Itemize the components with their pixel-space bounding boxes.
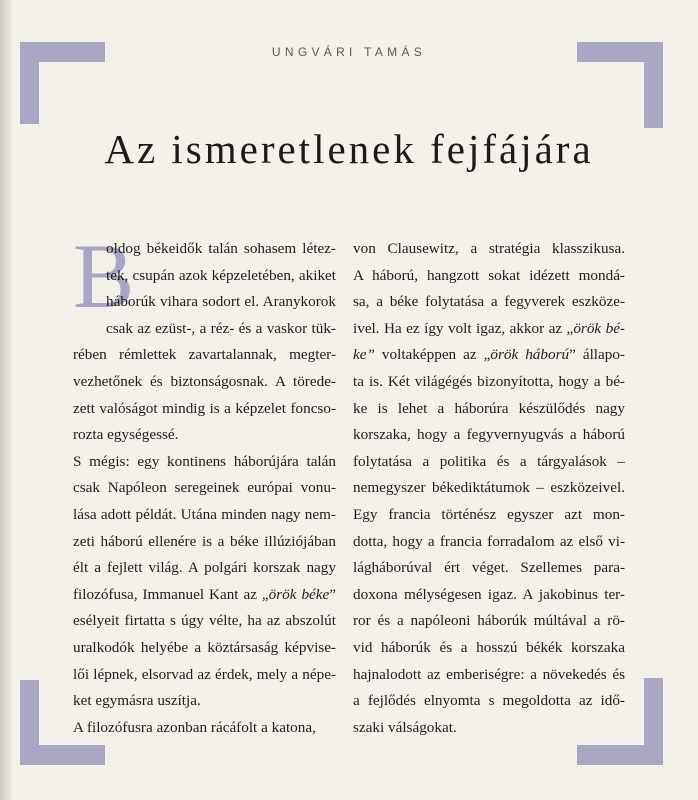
text-run: nemegyszer békediktátumok – eszközeivel.	[353, 479, 625, 497]
text-run: lágháborúval ért véget. Szellemes para-	[353, 559, 625, 577]
text-run: ror és a napóleoni háborúk múltával a rö-	[353, 612, 625, 630]
text-line	[73, 662, 336, 689]
text-run: doxona mélységesen igaz. A jakobinus ter-	[353, 585, 625, 603]
text-line	[73, 236, 336, 263]
chapter-title: Az ismeretlenek fejfájára	[104, 126, 594, 172]
italic-quote: örök bé-	[573, 319, 625, 337]
text-run: zeti háború ellenére is a béke illúziójában	[73, 532, 336, 550]
text-line	[73, 555, 336, 582]
text-line	[353, 263, 625, 290]
text-run: filozófusa, Immanuel Kant az „	[73, 585, 269, 603]
text-run: élt a fejlett világ. A polgári korszak nagy	[73, 559, 336, 577]
text-run: szaki válságokat.	[353, 718, 457, 736]
text-run: rében rémlettek zavartalannak, megter-	[73, 346, 336, 364]
text-line	[73, 688, 336, 715]
text-run: voltaképpen az „	[374, 346, 491, 364]
text-run: hajnalodott az emberiségre: a növekedés és	[353, 665, 625, 683]
right-text-column	[353, 236, 625, 741]
text-line	[353, 555, 625, 582]
text-run: csak az ezüst-, a réz- és a vaskor tük-	[106, 319, 336, 337]
text-run: A háború, hangzott sokat idézett mondá-	[353, 266, 625, 284]
italic-quote: örök háború	[490, 346, 570, 364]
text-line	[73, 529, 336, 556]
text-line	[73, 316, 336, 343]
running-head-author: UNGVÁRI TAMÁS	[271, 45, 427, 59]
text-run: lői lépnek, elsorvad az érdek, mely a népe-	[73, 665, 336, 683]
text-run: háborúk vihara sodort el. Aranykorok	[106, 293, 336, 311]
text-run: ta is. Két világégés bizonyította, hogy a bé-	[353, 372, 625, 390]
text-line	[73, 502, 336, 529]
text-line	[73, 396, 336, 423]
left-text-column	[73, 225, 337, 741]
text-run: ivel. Ha ez így volt igaz, akkor az „	[353, 319, 574, 337]
text-run: ket egymásra uszítja.	[73, 692, 201, 710]
text-line	[353, 475, 625, 502]
text-line	[353, 662, 625, 689]
text-line	[73, 422, 336, 449]
text-run: csak Napóleon seregeinek európai vonu-	[73, 479, 336, 497]
text-line	[73, 635, 336, 662]
text-run: sa, a béke folytatása a fegyverek eszköze-	[353, 293, 625, 311]
page-spine-shadow	[0, 0, 14, 800]
text-run: vid háborúk és a hosszú békék korszaka	[353, 638, 625, 656]
text-run: a fejlődés elnyomta s megoldotta az idő-	[353, 692, 625, 710]
text-line	[353, 236, 625, 263]
text-run: ke is lehet a háborúra készülődés nagy	[353, 399, 625, 417]
text-line	[353, 582, 625, 609]
text-run: korszaka, hogy a fegyvernyugvás a háború	[353, 426, 625, 444]
text-line	[353, 715, 625, 742]
text-run: oldog békeidők talán sohasem létez-	[106, 240, 336, 257]
text-run: lása adott példát. Utána minden nagy nem-	[73, 505, 336, 523]
text-line	[73, 449, 336, 476]
text-line	[353, 422, 625, 449]
text-line	[73, 289, 336, 316]
text-line	[73, 582, 336, 609]
text-run: vezhetőnek és biztonságosnak. A törede-	[73, 372, 336, 390]
italic-quote: ke”	[353, 346, 375, 364]
text-line	[353, 688, 625, 715]
text-run: zett valóságot mindig is a képzelet foncso-	[73, 399, 336, 417]
text-run: esélyeit firtatta s úgy vélte, ha az abszolút	[73, 612, 336, 630]
text-line	[353, 369, 625, 396]
text-run: Egy francia történész egyszer azt mon-	[353, 505, 625, 523]
text-line	[353, 529, 625, 556]
text-run: dotta, hogy a francia forradalom az első vi-	[353, 532, 625, 550]
text-line	[353, 449, 625, 476]
text-line	[353, 342, 625, 369]
text-line	[73, 263, 336, 290]
text-line	[353, 316, 625, 343]
text-run: folytatása a politika és a tárgyalások –	[353, 452, 625, 470]
text-line	[73, 608, 336, 635]
text-line	[353, 608, 625, 635]
text-run: tek, csupán azok képzeletében, akiket	[106, 266, 336, 284]
text-run: S mégis: egy kontinens háborújára talán	[73, 452, 336, 470]
italic-quote: örök béke	[268, 585, 330, 603]
text-line	[353, 396, 625, 423]
text-line	[73, 369, 336, 396]
drop-cap: B	[73, 225, 135, 327]
text-run: ” állapo-	[569, 346, 625, 364]
text-run: A filozófusra azonban rácáfolt a katona,	[73, 718, 316, 736]
text-line	[73, 342, 336, 369]
text-line	[73, 475, 336, 502]
text-line	[353, 289, 625, 316]
text-run: uralkodók helyébe a köztársaság képvise-	[73, 638, 336, 656]
text-run: rozta egységessé.	[73, 426, 179, 444]
text-run: von Clausewitz, a stratégia klasszikusa.	[353, 240, 625, 257]
text-line	[73, 715, 336, 742]
text-run: ”	[329, 585, 337, 603]
text-line	[353, 635, 625, 662]
text-line	[353, 502, 625, 529]
